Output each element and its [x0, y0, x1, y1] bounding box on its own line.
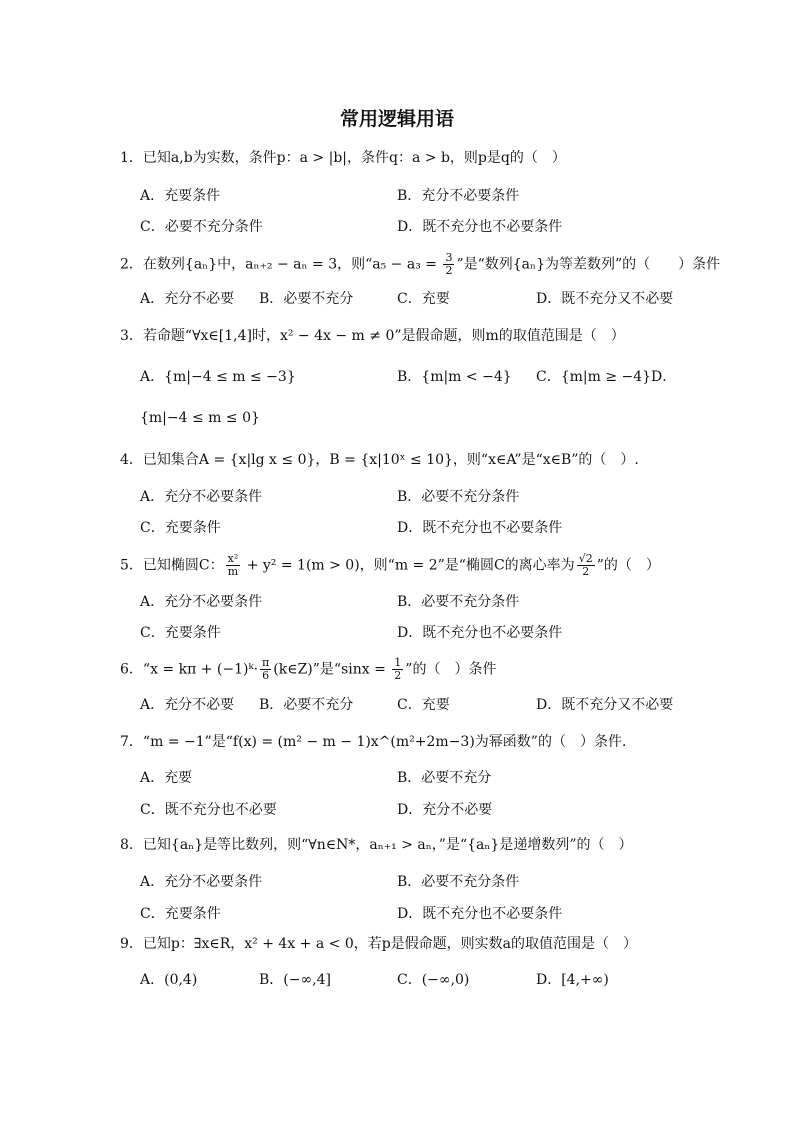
question-7-option-c: C．既不充分也不必要	[140, 802, 277, 818]
question-3-option-c: C．{m|m ≥ −4}	[536, 369, 652, 385]
question-6-option-b: B．必要不充分	[259, 697, 354, 713]
question-2-option-a: A．充分不必要	[140, 291, 235, 307]
question-1-option-d: D．既不充分也不必要条件	[397, 219, 563, 235]
question-6-option-c: C．充要	[397, 697, 450, 713]
question-7-stem: 7．“m = −1”是“f(x) = (m² − m − 1)x^(m²+2m−3)为幂函数”的（ ）条件．	[120, 734, 636, 750]
question-7-option-a: A．充要	[140, 770, 193, 786]
question-3-option-d-label: D．	[651, 369, 677, 385]
question-5-option-d: D．既不充分也不必要条件	[397, 625, 563, 641]
fraction-denominator: 2	[445, 264, 453, 277]
question-1-stem: 1．已知a,b为实数，条件p：a > |b|，条件q：a > b，则p是q的（ ）	[120, 150, 566, 166]
question-6-option-d: D．既不充分又不必要	[536, 697, 674, 713]
fraction	[443, 252, 454, 277]
fraction-numerator: 1	[394, 656, 402, 669]
question-1-option-c: C．必要不充分条件	[140, 219, 263, 235]
question-9-option-c: C．(−∞,0)	[397, 972, 470, 988]
question-2-option-c: C．充要	[397, 291, 450, 307]
question-7-option-b: B．必要不充分	[397, 770, 492, 786]
question-9-stem: 9．已知p：∃x∈R，x² + 4x + a < 0，若p是假命题，则实数a的取值范围是（ ）	[120, 936, 638, 952]
question-3-option-a: A．{m|−4 ≤ m ≤ −3}	[140, 369, 296, 385]
fraction-numerator: π	[262, 656, 270, 669]
question-5-option-c: C．充要条件	[140, 625, 221, 641]
question-3-option-d-value: {m|−4 ≤ m ≤ 0}	[140, 410, 260, 426]
question-8-option-a: A．充分不必要条件	[140, 874, 263, 890]
question-5-stem-part: + y² = 1(m > 0)，则“m = 2”是“椭圆C的离心率为	[242, 557, 575, 574]
fraction-denominator: m	[227, 565, 239, 578]
question-5-option-b: B．必要不充分条件	[397, 594, 520, 610]
fraction-numerator: √2	[578, 552, 593, 565]
fraction	[392, 657, 403, 682]
question-6-option-a: A．充分不必要	[140, 697, 235, 713]
fraction-denominator: 2	[582, 565, 590, 578]
question-5-option-a: A．充分不必要条件	[140, 594, 263, 610]
question-9-option-a: A．(0,4)	[140, 972, 198, 988]
question-6-stem-part: (k∈Z)”是“sinx =	[273, 661, 391, 678]
fraction-denominator: 6	[262, 669, 270, 682]
question-9-option-d: D．[4,+∞)	[536, 972, 609, 988]
question-2-option-b: B．必要不充分	[259, 291, 354, 307]
question-3-stem: 3．若命题“∀x∈[1,4]时，x² − 4x − m ≠ 0”是假命题，则m的取值范围是（ ）	[120, 328, 625, 344]
question-6-stem-part: 6．“x = kπ + (−1)ᵏ·	[120, 661, 259, 678]
question-2-stem-part: 2．在数列{aₙ}中，aₙ₊₂ − aₙ = 3，则“a₅ − a₃ =	[120, 256, 442, 273]
question-4-option-a: A．充分不必要条件	[140, 489, 263, 505]
question-8-option-c: C．充要条件	[140, 906, 221, 922]
fraction-denominator: 2	[394, 669, 402, 682]
question-6-stem	[120, 657, 496, 682]
question-7-option-d: D．充分不必要	[397, 802, 493, 818]
question-2-stem-part: ”是“数列{aₙ}为等差数列”的（ ）条件	[456, 256, 721, 273]
question-2-option-d: D．既不充分又不必要	[536, 291, 674, 307]
question-1-option-b: B．充分不必要条件	[397, 188, 520, 204]
question-2-stem	[120, 252, 720, 277]
question-1-option-a: A．充要条件	[140, 188, 221, 204]
question-9-option-b: B．(−∞,4]	[259, 972, 331, 988]
question-4-option-b: B．必要不充分条件	[397, 489, 520, 505]
question-8-stem: 8．已知{aₙ}是等比数列，则“∀n∈N*，aₙ₊₁ > aₙ，”是“{aₙ}是递增数列”的（ ）	[120, 837, 633, 853]
question-4-option-d: D．既不充分也不必要条件	[397, 520, 563, 536]
question-8-option-b: B．必要不充分条件	[397, 874, 520, 890]
question-4-stem: 4．已知集合A = {x|lg x ≤ 0}，B = {x|10ˣ ≤ 10}，则“x∈A”是“x∈B”的（ ）.	[120, 452, 639, 468]
question-4-option-c: C．充要条件	[140, 520, 221, 536]
fraction	[226, 553, 241, 578]
question-3-option-b: B．{m|m < −4}	[397, 369, 512, 385]
question-8-option-d: D．既不充分也不必要条件	[397, 906, 563, 922]
question-5-stem-part: ”的（ ）	[596, 557, 660, 574]
fraction	[260, 657, 271, 682]
fraction-numerator: x²	[227, 552, 239, 565]
question-5-stem-part: 5．已知椭圆C：	[120, 557, 224, 574]
fraction	[577, 553, 595, 578]
fraction-numerator: 3	[445, 251, 453, 264]
question-6-stem-part: ”的（ ）条件	[405, 661, 497, 678]
page-title: 常用逻辑用语	[339, 108, 454, 130]
question-5-stem	[120, 553, 660, 578]
